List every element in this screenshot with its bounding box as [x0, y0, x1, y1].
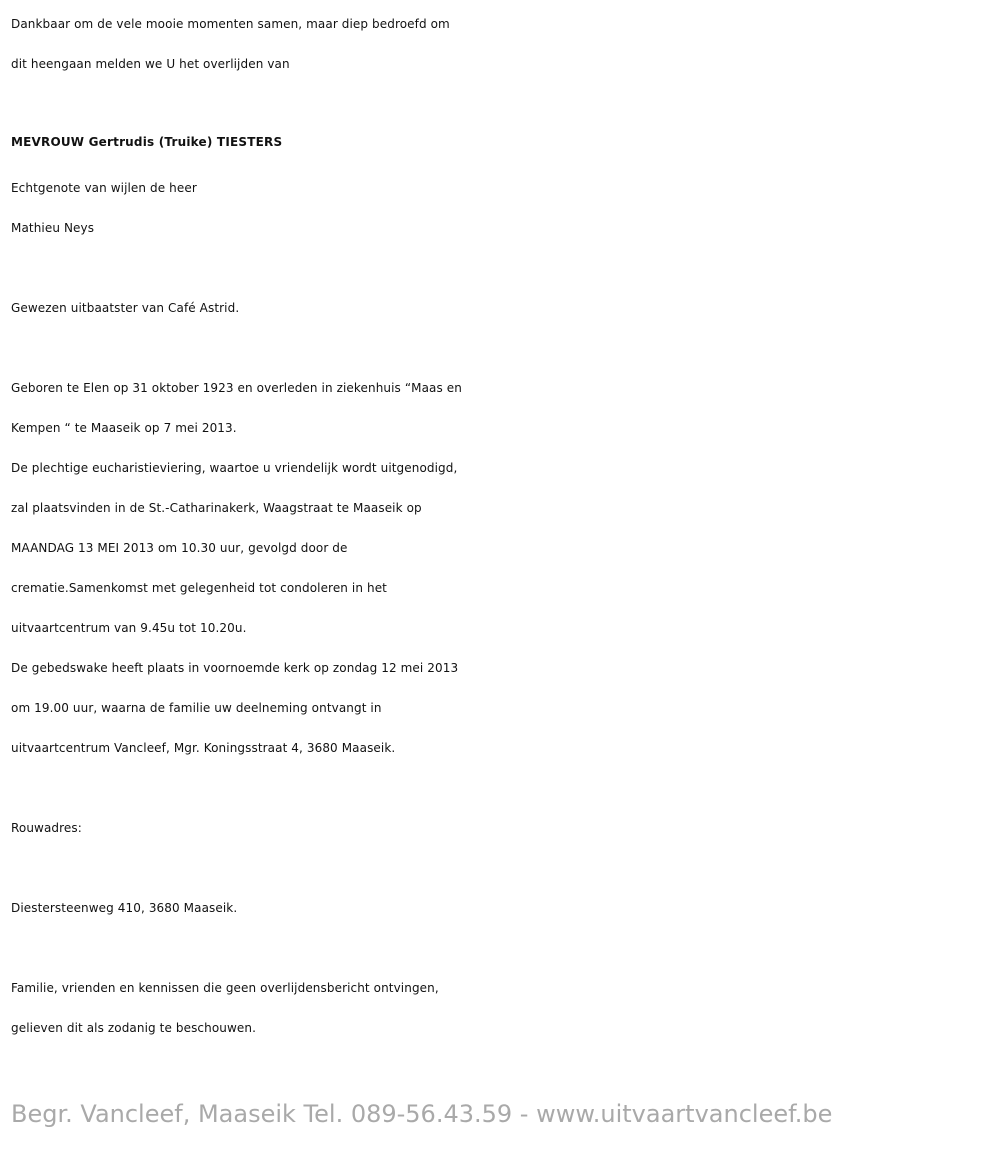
- details-line: Geboren te Elen op 31 oktober 1923 en overleden in ziekenhuis “Maas en: [11, 381, 462, 395]
- closing-line: Familie, vrienden en kennissen die geen overlijdensbericht ontvingen,: [11, 981, 439, 995]
- details-line: zal plaatsvinden in de St.-Catharinakerk, Waagstraat te Maaseik op: [11, 501, 422, 515]
- details-line: De gebedswake heeft plaats in voornoemde kerk op zondag 12 mei 2013: [11, 661, 459, 675]
- closing-line: gelieven dit als zodanig te beschouwen.: [11, 1021, 256, 1035]
- intro-line: Dankbaar om de vele mooie momenten samen, maar diep bedroefd om: [11, 17, 450, 31]
- occupation-text: Gewezen uitbaatster van Café Astrid.: [11, 301, 240, 315]
- details-line: De plechtige eucharistieviering, waartoe u vriendelijk wordt uitgenodigd,: [11, 461, 458, 475]
- spacer: [11, 928, 990, 968]
- spacer: [11, 248, 990, 288]
- funeral-home-footer: Begr. Vancleef, Maaseik Tel. 089-56.43.59 - www.uitvaartvancleef.be: [11, 1100, 833, 1128]
- details-line: uitvaartcentrum Vancleef, Mgr. Koningsstraat 4, 3680 Maaseik.: [11, 741, 396, 755]
- mourning-address-label: Rouwadres:: [11, 821, 82, 835]
- intro-text: [11, 4, 990, 84]
- details-line: Kempen “ te Maaseik op 7 mei 2013.: [11, 421, 237, 435]
- intro-line: dit heengaan melden we U het overlijden van: [11, 57, 290, 71]
- details-line: MAANDAG 13 MEI 2013 om 10.30 uur, gevolgd door de: [11, 541, 348, 555]
- deceased-name: MEVROUW Gertrudis (Truike) TIESTERS: [11, 135, 283, 149]
- spacer: [11, 328, 990, 368]
- closing-text: [11, 968, 990, 1048]
- spouse-line: Echtgenote van wijlen de heer: [11, 181, 197, 195]
- spouse-name: Mathieu Neys: [11, 221, 95, 235]
- mourning-address: Diestersteenweg 410, 3680 Maaseik.: [11, 901, 238, 915]
- funeral-details: [11, 368, 990, 768]
- details-line: crematie.Samenkomst met gelegenheid tot condoleren in het: [11, 581, 387, 595]
- details-line: om 19.00 uur, waarna de familie uw deelneming ontvangt in: [11, 701, 382, 715]
- spacer: [11, 848, 990, 888]
- spouse-info: [11, 168, 990, 248]
- details-line: uitvaartcentrum van 9.45u tot 10.20u.: [11, 621, 247, 635]
- spacer: [11, 768, 990, 808]
